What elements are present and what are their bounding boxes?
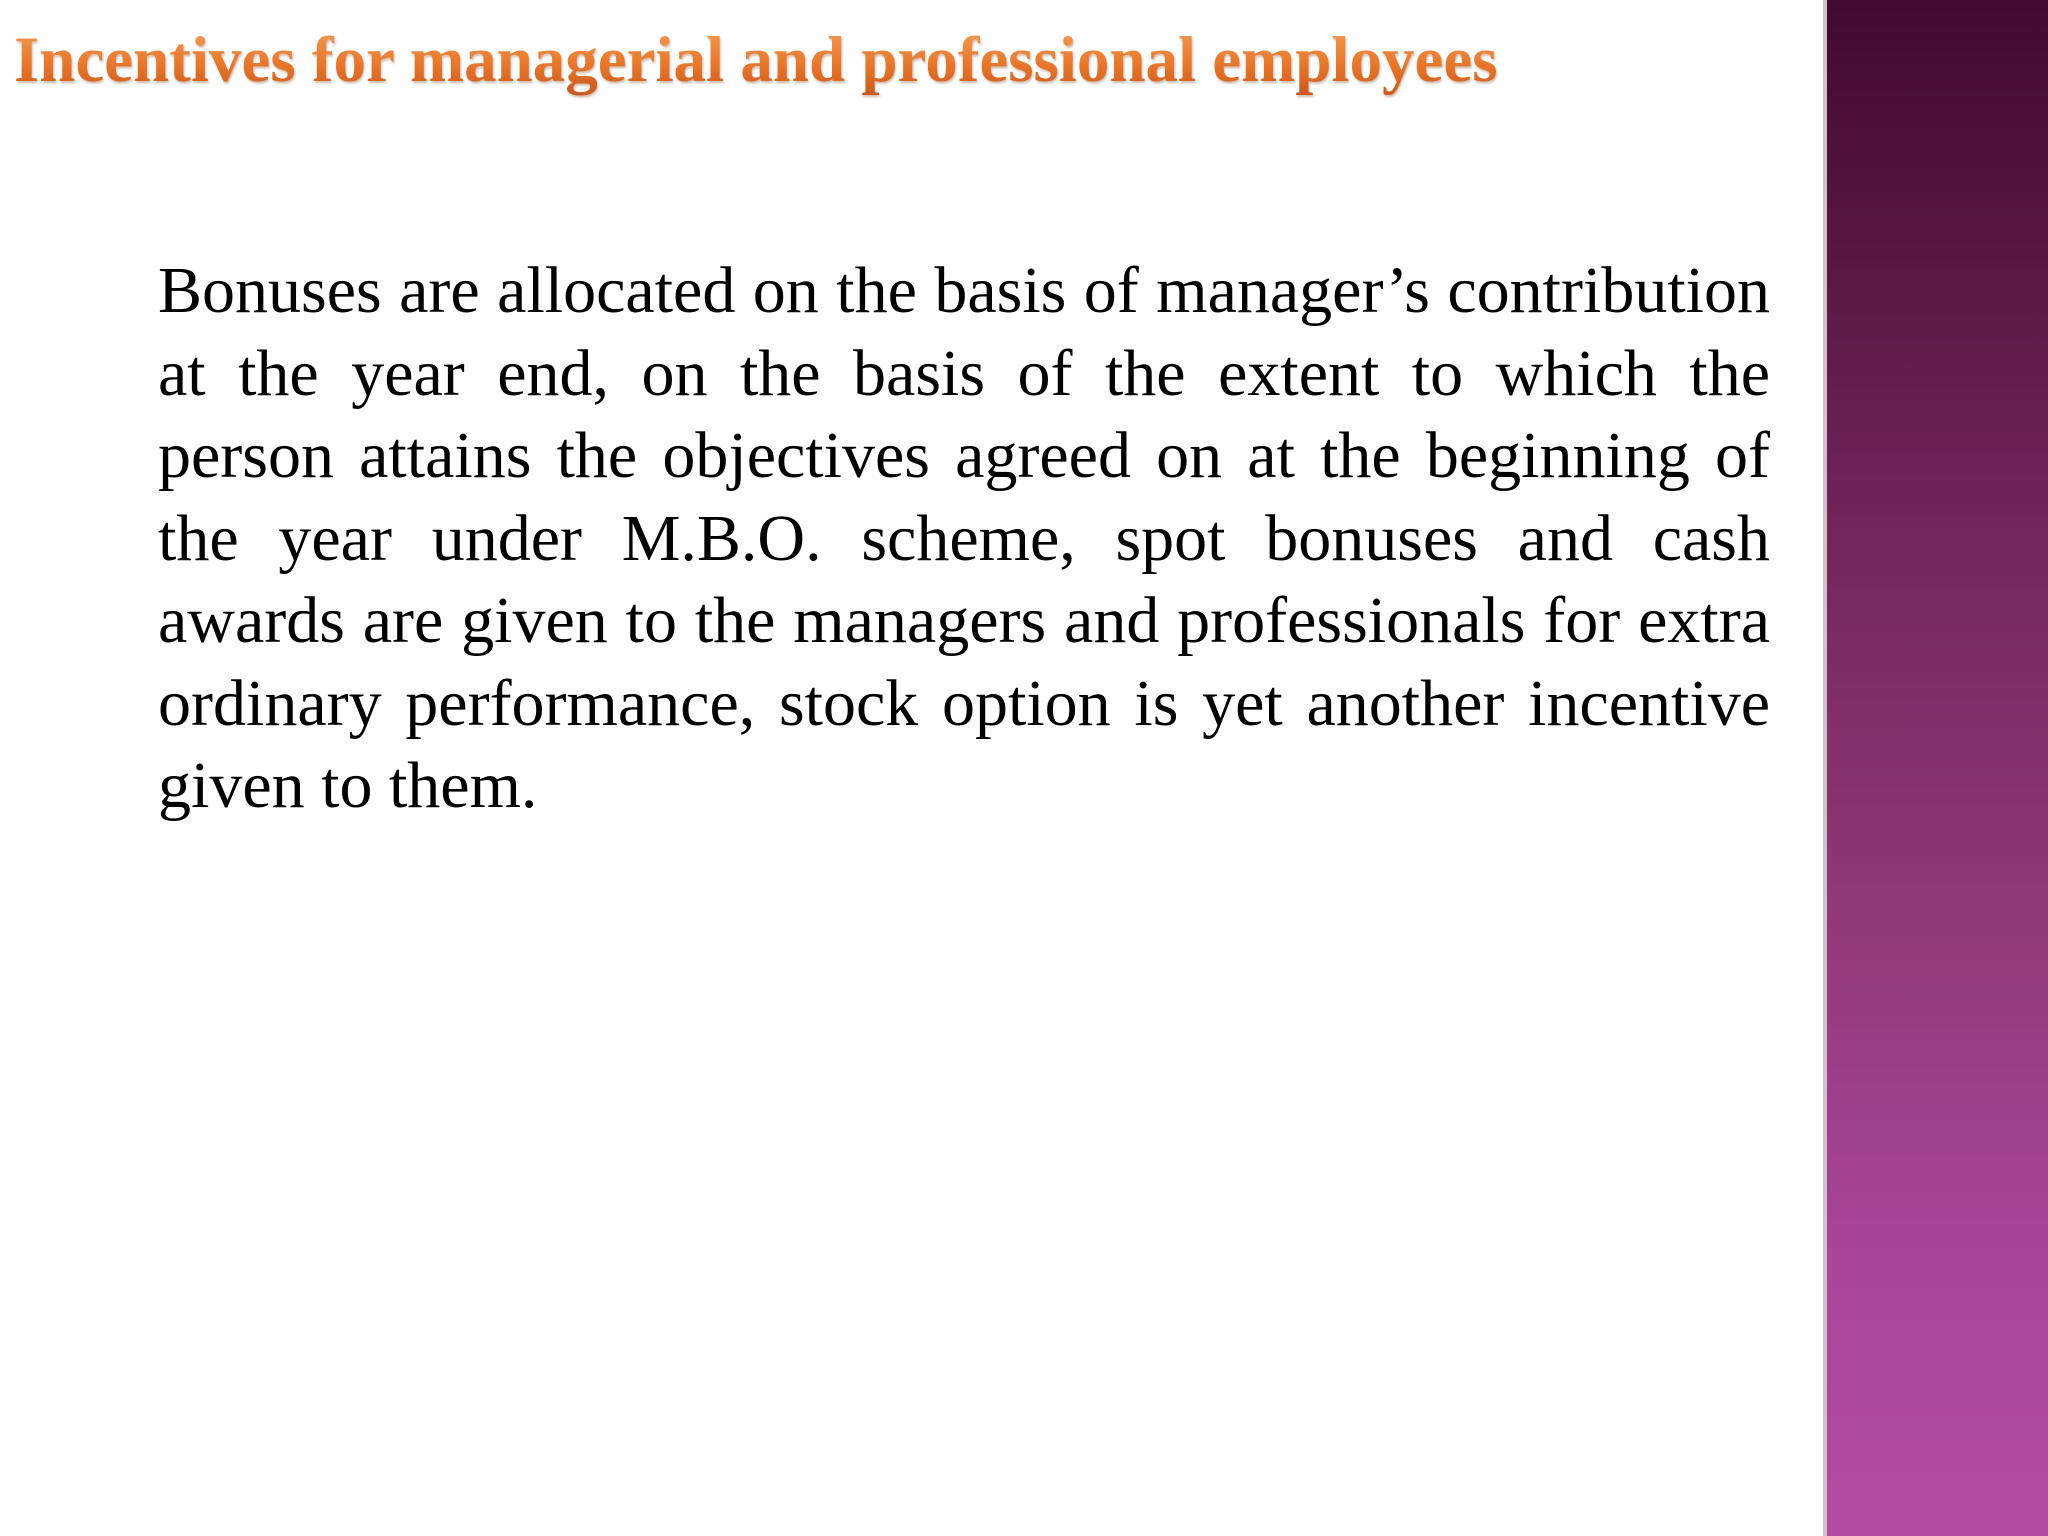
slide-body-paragraph: Bonuses are allocated on the basis of manager’s contribution at the year end, on the basis of the extent to which the person attains the objectives agreed on at the beginning of the year under M.B.O. scheme, spot bonuses and cash awards are given to the managers and professionals for extra ordinary performance, stock option is yet another incentive given to them. [158, 254, 1770, 822]
slide-title: Incentives for managerial and professional employees [14, 24, 1498, 96]
decorative-side-band [1827, 0, 2048, 1536]
